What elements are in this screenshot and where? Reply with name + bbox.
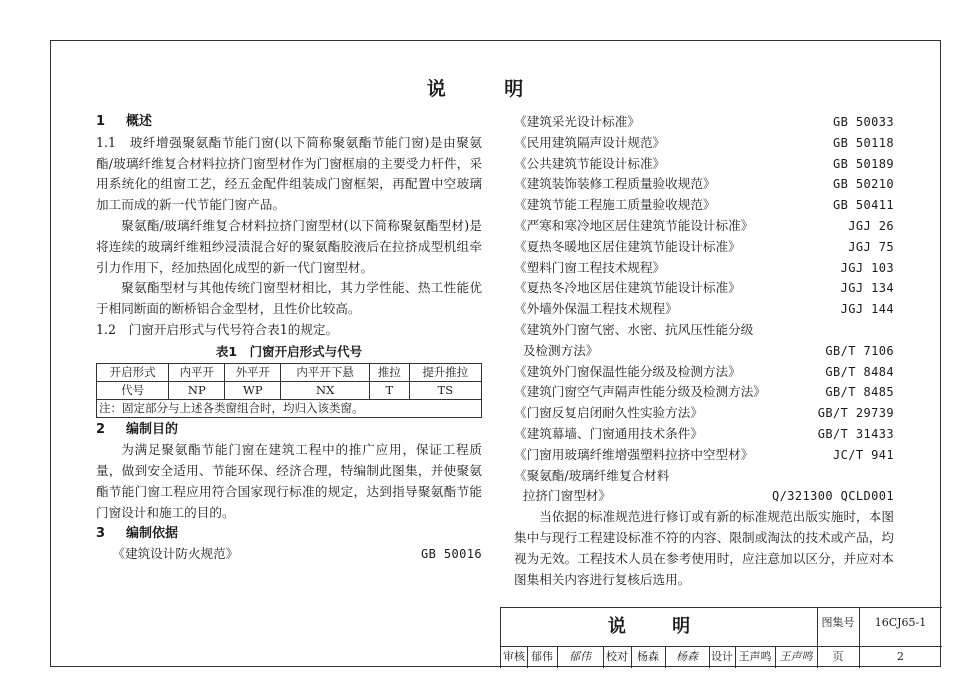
paragraph-1-2: 1.2 门窗开启形式与代号符合表1的规定。 (96, 321, 339, 337)
paragraph-1-1: 1.1 玻纤增强聚氨酯节能门窗(以下简称聚氨酯节能门窗)是由聚氨酯/玻璃纤维复合材料拉挤门窗型材作为门窗框扇的主要受力杆件，采用系统化的组窗工艺，经五金配件组装成门窗框架，再配置中空玻璃加工而成的新一代节能门窗产品。 (96, 134, 482, 213)
reference-name: 《夏热冬冷地区居住建筑节能设计标准》 (514, 280, 741, 296)
title-block-title: 说 明 (501, 608, 818, 646)
reference-code: JGJ 75 (848, 239, 894, 254)
reference-code: GB 50189 (833, 156, 894, 171)
reference-item (514, 133, 894, 154)
section-title: 编制目的 (126, 421, 179, 437)
reference-code: GB/T 8485 (825, 385, 894, 400)
reference-name: 《夏热冬暖地区居住建筑节能设计标准》 (514, 238, 741, 254)
page-title: 说 明 (426, 78, 550, 100)
reference-code: GB/T 31433 (817, 426, 894, 441)
paragraph-2: 为满足聚氨酯节能门窗在建筑工程中的推广应用，保证工程质量，做到安全适用、节能环保、经济合理，特编制此图集，并使聚氨酯节能门窗工程应用符合国家现行标准的规定，达到指导聚氨酯节能门窗设计和施工的目的。 (96, 442, 482, 520)
reference-code: GB 50033 (833, 115, 894, 129)
reference-name: 《建筑幕墙、门窗通用技术条件》 (514, 425, 703, 441)
reference-name: 《公共建筑节能设计标准》 (514, 155, 666, 171)
section-2-heading (96, 420, 482, 441)
reference-name: 《塑料门窗工程技术规程》 (514, 259, 666, 275)
title-block-top-row (501, 608, 942, 647)
reference-code: GB 50016 (421, 547, 482, 562)
reference-name: 《聚氨酯/玻璃纤维复合材料 (514, 467, 670, 483)
reference-item (514, 362, 894, 383)
reference-name: 《外墙外保温工程技术规程》 (514, 301, 678, 317)
reference-name: 《建筑设计防火规范》 (112, 546, 239, 562)
section-1-heading (96, 112, 482, 133)
reference-item (514, 112, 894, 133)
designer-name: 王声鸣 (735, 646, 776, 668)
reference-item (514, 486, 894, 507)
designer-signature: 王声鸣 (775, 646, 818, 668)
checker-name: 杨森 (631, 646, 666, 668)
title-block (500, 607, 942, 668)
reference-code: GB/T 8484 (825, 364, 894, 379)
reference-code: JC/T 941 (833, 447, 894, 462)
table-cell: 代号 (97, 381, 169, 399)
reference-item (514, 403, 894, 424)
reference-item (514, 278, 894, 299)
page-number: 2 (897, 650, 904, 663)
table-cell: NP (169, 381, 225, 399)
table-row (97, 363, 482, 381)
section-title: 编制依据 (126, 525, 179, 541)
table-row (97, 381, 482, 399)
reference-code: JGJ 134 (840, 281, 894, 296)
atlas-number: 16CJ65-1 (874, 616, 927, 629)
reference-name-cont: 及检测方法》 (522, 342, 599, 358)
check-label: 校对 (603, 646, 632, 668)
reference-code: GB/T 7106 (825, 343, 894, 358)
reference-code: JGJ 103 (840, 260, 894, 275)
atlas-number-label: 图集号 (817, 608, 860, 646)
section-title: 概述 (126, 114, 153, 129)
reference-item (514, 154, 894, 175)
table-caption: 表1 门窗开启形式与代号 (215, 343, 363, 359)
reference-code: JGJ 26 (848, 218, 894, 233)
section-number: 1 (96, 114, 106, 129)
paragraph-1-1-c: 聚氨酯型材与其他传统门窗型材相比，其力学性能、热工性能优于相同断面的断桥铝合金型材，且性价比较高。 (96, 280, 482, 317)
reference-code: GB/T 29739 (817, 406, 894, 421)
table-cell: NX (281, 381, 370, 399)
reference-name: 《门窗用玻璃纤维增强塑料拉挤中空型材》 (514, 446, 754, 462)
opening-type-table (96, 363, 482, 418)
reference-name: 《门窗反复启闭耐久性实验方法》 (514, 405, 703, 421)
table-cell: WP (225, 381, 281, 399)
table-cell: TS (409, 381, 481, 399)
section-number: 3 (96, 525, 106, 541)
review-label: 审核 (501, 646, 528, 668)
reference-name: 《建筑装饰装修工程质量验收规范》 (514, 176, 716, 192)
reference-name: 《建筑外门窗气密、水密、抗风压性能分级 (514, 321, 754, 337)
table-cell: 提升推拉 (409, 363, 481, 381)
reference-item (514, 445, 894, 466)
reference-name: 《建筑节能工程施工质量验收规范》 (514, 197, 716, 213)
section-number: 2 (96, 421, 106, 437)
reference-code: JGJ 144 (840, 302, 894, 317)
reference-item (514, 382, 894, 403)
table-note: 注：固定部分与上述各类窗组合时，均归入该类窗。 (97, 399, 482, 417)
design-label: 设计 (709, 646, 736, 668)
table-cell: 外平开 (225, 363, 281, 381)
table-row (97, 399, 482, 417)
section-3-heading (96, 524, 482, 545)
reference-item (514, 320, 894, 341)
reference-item (514, 174, 894, 195)
checker-signature: 杨森 (665, 646, 710, 668)
table-cell: 内平开下悬 (281, 363, 370, 381)
title-block-signature-row (501, 646, 942, 668)
reference-item (514, 195, 894, 216)
reference-name: 《建筑采光设计标准》 (514, 114, 640, 129)
reference-item (514, 341, 894, 362)
reference-item (514, 424, 894, 445)
reference-code: GB 50210 (833, 177, 894, 192)
left-column (96, 112, 482, 565)
table-cell: 开启形式 (97, 363, 169, 381)
reviewer-name: 郁伟 (527, 646, 558, 668)
reference-item (514, 466, 894, 487)
reference-item (96, 544, 482, 565)
reference-item (514, 237, 894, 258)
reviewer-signature: 郁伟 (557, 646, 604, 668)
reference-item (514, 258, 894, 279)
paragraph-1-1-b: 聚氨酯/玻璃纤维复合材料拉挤门窗型材(以下简称聚氨酯型材)是将连续的玻璃纤维粗纱浸渍混合好的聚氨酯胶液后在拉挤成型机组牵引力作用下，经加热固化成型的新一代门窗型材。 (96, 217, 482, 275)
reference-code: GB 50411 (833, 198, 894, 213)
reference-name-cont: 拉挤门窗型材》 (522, 488, 611, 504)
reference-name: 《建筑门窗空气声隔声性能分级及检测方法》 (514, 384, 766, 400)
reference-code: Q/321300 QCLD001 (772, 489, 894, 504)
table-cell: T (369, 381, 409, 399)
reference-name: 《建筑外门窗保温性能分级及检测方法》 (514, 363, 741, 379)
closing-paragraph: 当依据的标准规范进行修订或有新的标准规范出版实施时，本图集中与现行工程建设标准不符的内容、限制或淘汰的技术或产品，均视为无效。工程技术人员在参考使用时，应注意加以区分，并应对本图集相关内容进行复核后选用。 (514, 509, 894, 587)
right-column (514, 112, 894, 590)
table-cell: 推拉 (369, 363, 409, 381)
reference-item (514, 299, 894, 320)
reference-name: 《严寒和寒冷地区居住建筑节能设计标准》 (514, 217, 754, 233)
reference-code: GB 50118 (833, 135, 894, 150)
reference-name: 《民用建筑隔声设计规范》 (514, 134, 666, 150)
page-label: 页 (817, 646, 860, 668)
reference-item (514, 216, 894, 237)
table-cell: 内平开 (169, 363, 225, 381)
